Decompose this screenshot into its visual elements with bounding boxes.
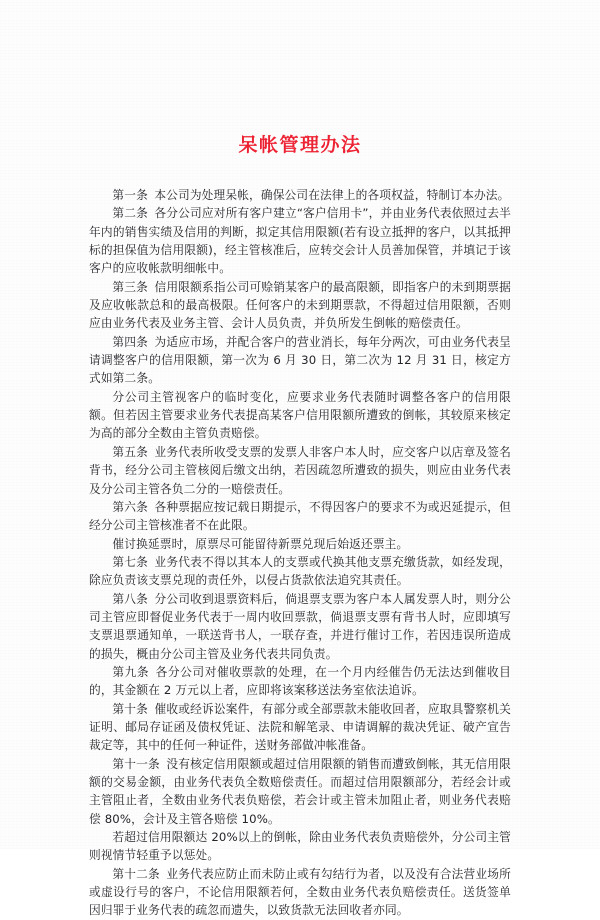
- article-paragraph: [89, 865, 511, 920]
- article-text: 各分公司对催收票款的处理，在一个月内经催告仍无法达到催收目的，其金额在 2 万元以上者，应即将该案移送法务室依法追诉。: [89, 664, 511, 698]
- article-text: 业务代表所收受支票的发票人非客户本人时，应交客户以店章及签名背书，经分公司主管核阅后缴文出纳，若因疏忽所遭致的损失，则应由业务代表及分公司主管各负二分的一赔偿责任。: [89, 444, 511, 496]
- article-paragraph: [89, 498, 511, 535]
- article-text: 若超过信用限额达 20%以上的倒帐，除由业务代表负责赔偿外，分公司主管则视情节轻重予以惩处。: [89, 830, 511, 863]
- article-text: 催收或经诉讼案件，有部分或全部票款未能收回者，应取具警察机关证明、邮局存证函及债权凭证、法院和解笔录、申请调解的裁决凭证、破产宣告裁定等，其中的任何一种证件，送财务部做冲帐准备。: [89, 701, 511, 753]
- article-text: 业务代表不得以其本人的支票或代换其他支票充缴货款，如经发现，除应负责该支票兑现的责任外，以侵占货款依法追究其责任。: [89, 554, 511, 588]
- article-number: 第四条: [112, 334, 149, 349]
- continuation-paragraph: [89, 828, 511, 865]
- article-number: 第五条: [112, 444, 149, 459]
- article-paragraph: [89, 590, 511, 663]
- article-text: 催讨换延票时，原票尽可能留待新票兑现后始返还票主。: [112, 536, 409, 551]
- article-text: 本公司为处理呆帐，确保公司在法律上的各项权益，特制订本办法。: [154, 188, 510, 202]
- article-number: 第十一条: [112, 756, 160, 771]
- article-number: 第一条: [112, 188, 148, 202]
- article-number: 第七条: [112, 554, 149, 569]
- article-text: 信用限额系指公司可赊销某客户的最高限额，即指客户的未到期票据及应收帐款总和的最高极限。任何客户的未到期票款，不得超过信用限额，否则应由业务代表及业务主管、会计人员负责，并负所发生倒帐的赔偿责任。: [89, 279, 511, 331]
- article-paragraph: [89, 333, 511, 388]
- article-paragraph: [89, 204, 511, 277]
- article-paragraph: [89, 186, 511, 204]
- article-paragraph: [89, 278, 511, 333]
- article-number: 第十条: [112, 701, 149, 716]
- continuation-paragraph: [89, 535, 511, 553]
- article-text: 分公司收到退票资料后，倘退票支票为客户本人属发票人时，则分公司主管应即督促业务代表于一周内收回票款，倘退票支票有背书人时，应即填写支票退票通知单，一联送背书人，一联存查，并进行催讨工作，若因违误所造成的损失，概由分公司主管及业务代表共同负责。: [89, 591, 511, 661]
- article-text: 没有核定信用限额或超过信用限额的销售而遭致倒帐，其无信用限额的交易金额，由业务代表负全数赔偿责任。而超过信用限额部分，若经会计或主管阻止者，全数由业务代表负赔偿，若会计或主管未加阻止者，则业务代表赔偿 80%，会计及主管各赔偿 10%。: [89, 756, 511, 826]
- article-number: 第八条: [112, 591, 149, 606]
- article-paragraph: [89, 755, 511, 828]
- article-text: 各种票据应按记载日期提示，不得因客户的要求不为或迟延提示，但经分公司主管核准者不在此限。: [89, 499, 511, 533]
- article-number: 第六条: [112, 499, 149, 514]
- document-body: [89, 186, 511, 920]
- article-number: 第九条: [112, 664, 150, 679]
- continuation-paragraph: [89, 388, 511, 443]
- article-paragraph: [89, 700, 511, 755]
- article-text: 各分公司应对所有客户建立“客户信用卡”，并由业务代表依照过去半年内的销售实绩及信用的判断，拟定其信用限额(若有设立抵押的客户，以其抵押标的担保值为信用限额)，经主管核准后，应转交会计人员善加保管，并填记于该客户的应收帐款明细帐中。: [89, 206, 512, 276]
- article-text: 分公司主管视客户的临时变化，应要求业务代表随时调整各客户的信用限额。但若因主管要求业务代表提高某客户信用限额所遭致的倒帐，其较原来核定为高的部分全数由主管负责赔偿。: [89, 389, 511, 441]
- article-text: 为适应市场，并配合客户的营业消长，每年分两次，可由业务代表呈请调整客户的信用限额，第一次为 6 月 30 日，第二次为 12 月 31 日，核定方式如第二条。: [89, 334, 511, 386]
- article-paragraph: [89, 553, 511, 590]
- page-title: 呆帐管理办法: [238, 134, 362, 156]
- article-text: 业务代表应防止而未防止或有勾结行为者，以及没有合法营业场所或虚设行号的客户，不论信用限额若何，全数由业务代表负赔偿责任。送货签单因归罪于业务代表的疏忽而遗失，以致货款无法回收者亦同。: [89, 866, 511, 918]
- article-number: 第十二条: [112, 866, 160, 881]
- article-paragraph: [89, 443, 511, 498]
- article-paragraph: [89, 663, 511, 700]
- article-number: 第二条: [112, 206, 148, 221]
- article-number: 第三条: [112, 279, 149, 294]
